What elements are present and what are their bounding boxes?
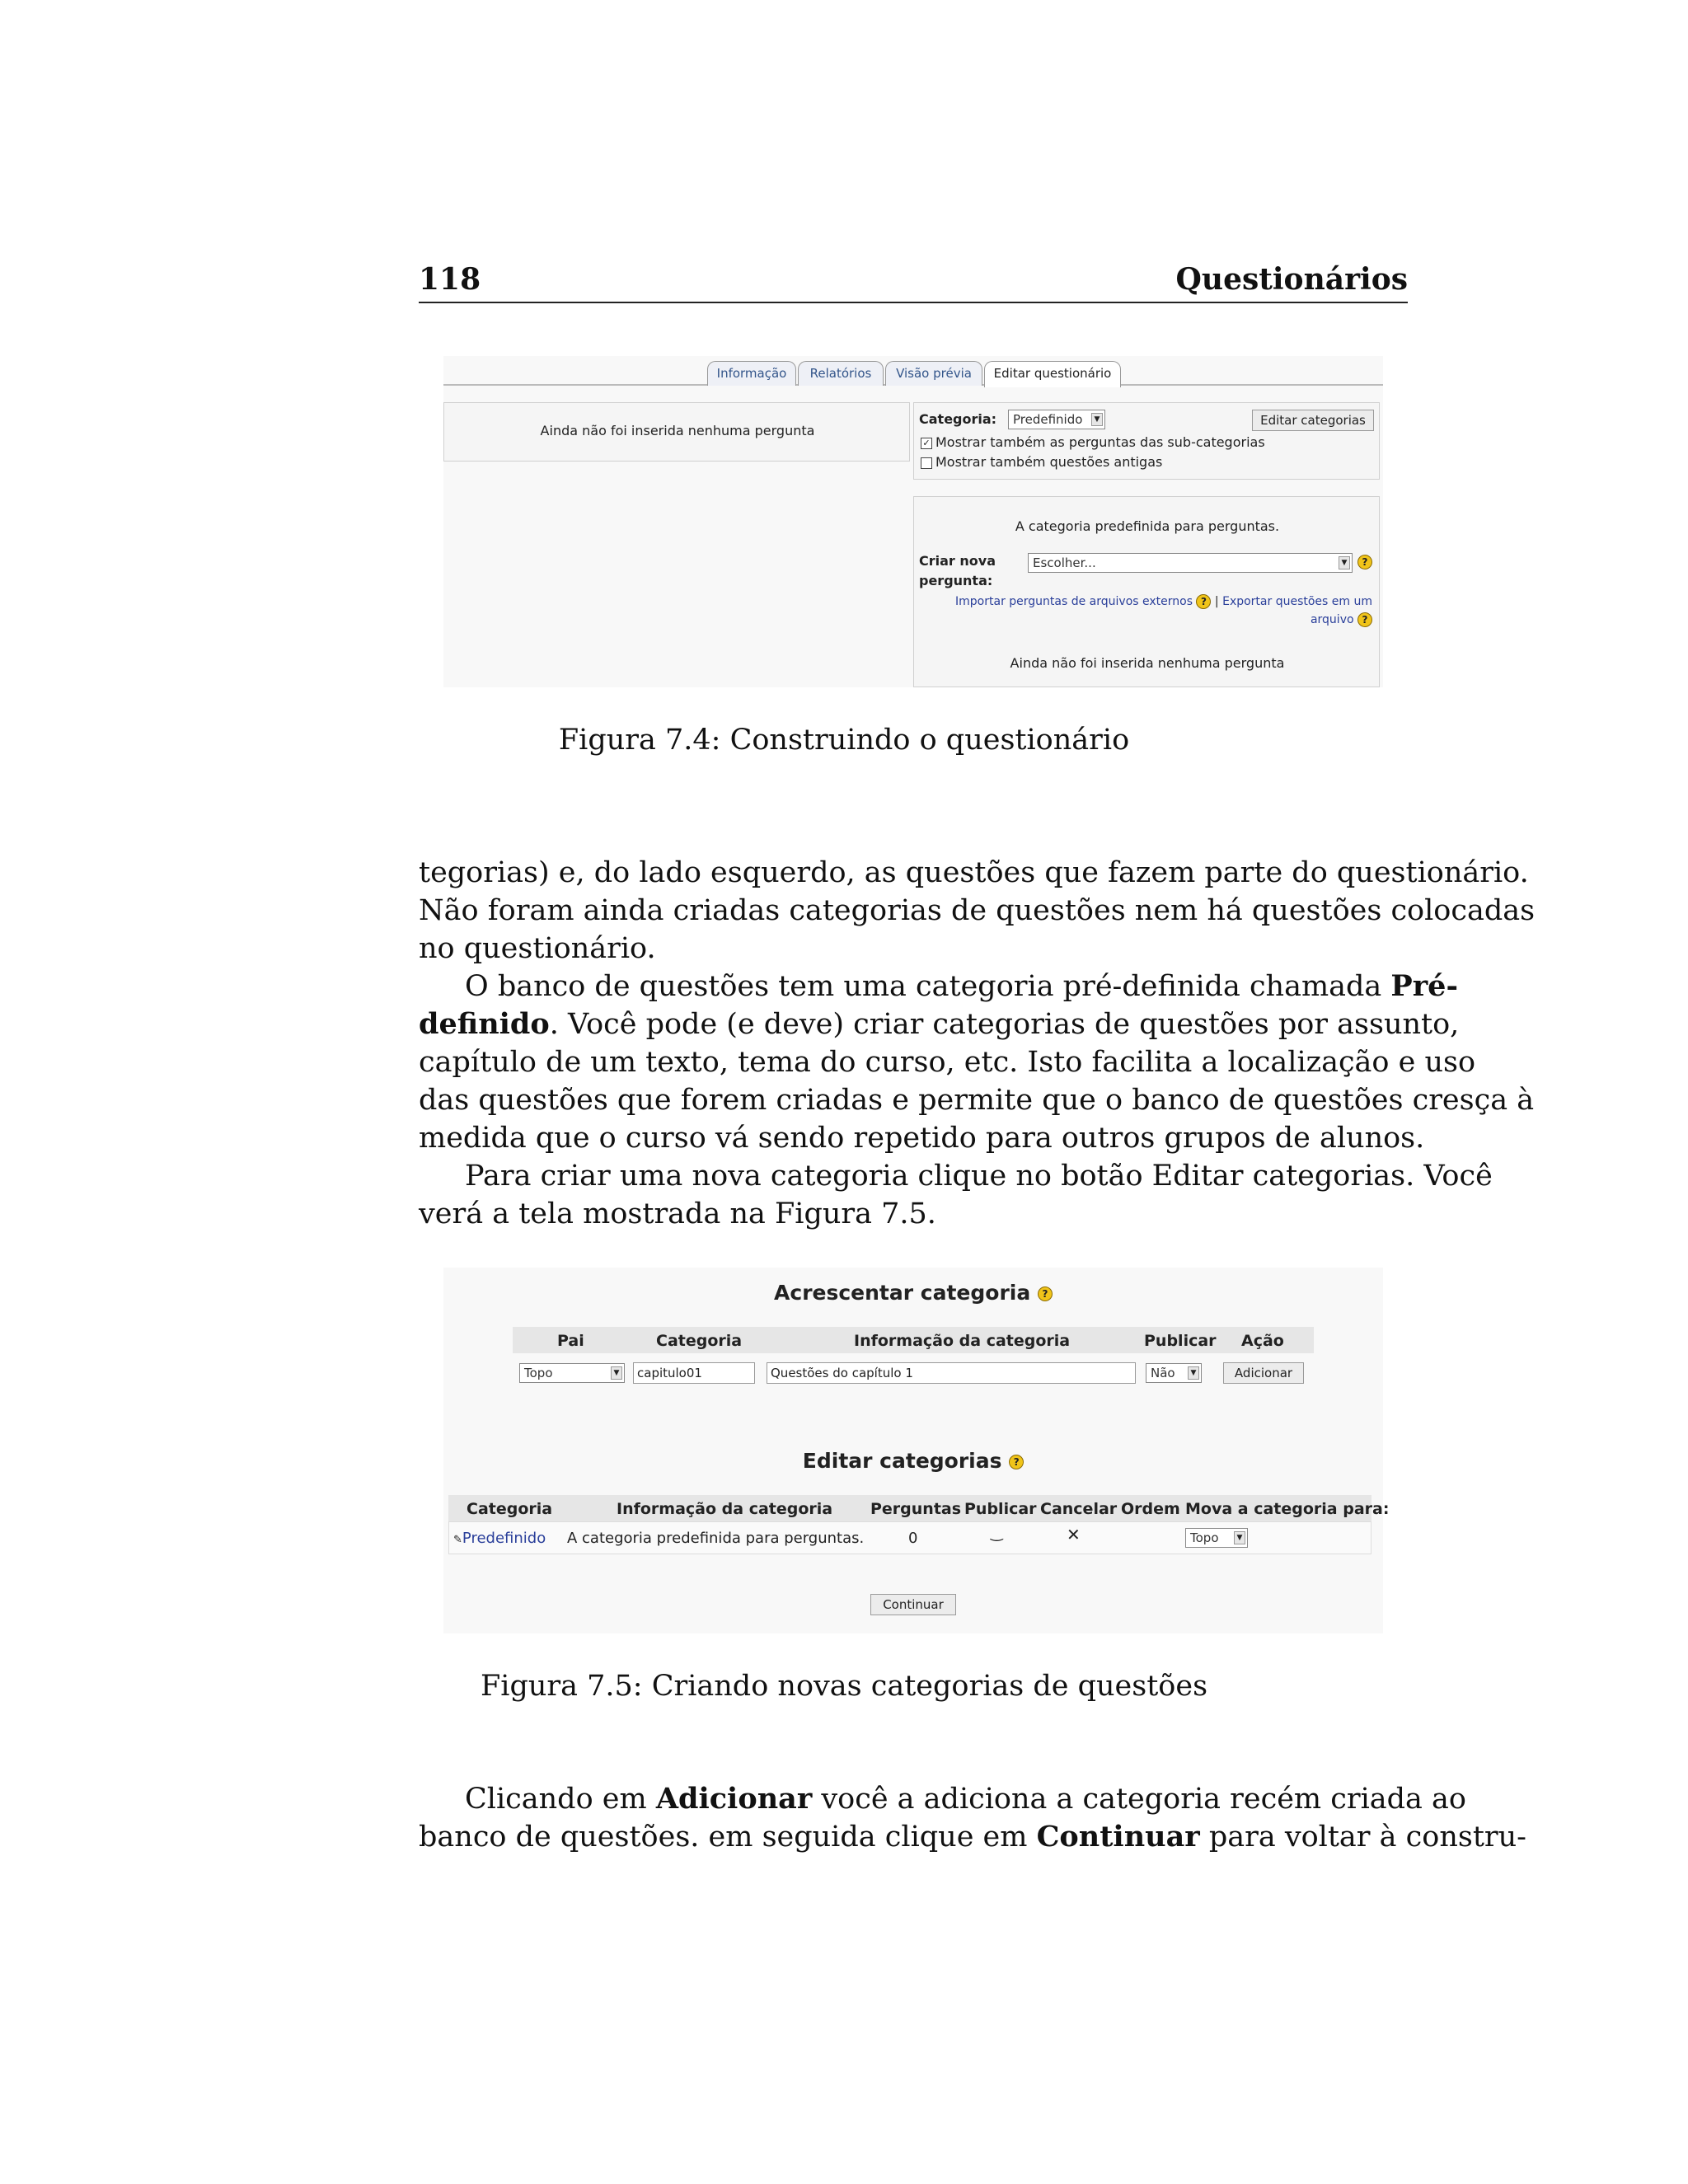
category-panel xyxy=(913,402,1380,480)
chevron-down-icon: ▼ xyxy=(1188,1366,1199,1380)
text-line: medida que o curso vá sendo repetido para outros grupos de alunos. xyxy=(419,1122,1425,1155)
old-questions-option xyxy=(921,454,1162,470)
import-link[interactable]: Importar perguntas de arquivos externos xyxy=(955,595,1193,608)
delete-icon[interactable]: ✕ xyxy=(1067,1525,1081,1544)
col-mover: Mova a categoria para: xyxy=(1185,1500,1390,1518)
bold-term: definido xyxy=(419,1007,550,1041)
category-row-name xyxy=(453,1530,546,1547)
help-icon[interactable]: ? xyxy=(1357,612,1372,627)
help-icon[interactable]: ? xyxy=(1009,1455,1024,1469)
figure-7-4-caption: Figura 7.4: Construindo o questionário xyxy=(558,724,1130,757)
help-icon[interactable]: ? xyxy=(1038,1286,1053,1301)
tab-editar-questionario[interactable]: Editar questionário xyxy=(984,361,1121,387)
question-bank-panel xyxy=(913,496,1380,687)
body-paragraph-2 xyxy=(419,968,1535,1157)
category-name-input[interactable]: capitulo01 xyxy=(633,1362,755,1384)
figure-7-5-screenshot xyxy=(443,1268,1390,1633)
text-span: Clicando em xyxy=(465,1783,656,1816)
page-number: 118 xyxy=(419,262,481,297)
visibility-eye-icon[interactable]: ‿ xyxy=(991,1525,1003,1542)
tab-visao-previa[interactable]: Visão prévia xyxy=(885,361,982,386)
col-perguntas: Perguntas xyxy=(870,1500,962,1518)
parent-select-value: Topo xyxy=(524,1366,553,1380)
move-category-select[interactable] xyxy=(1185,1528,1248,1548)
subcategories-checkbox[interactable]: ✓ xyxy=(921,438,932,449)
text-line: Para criar uma nova categoria clique no botão Editar categorias. Você xyxy=(465,1160,1493,1193)
publish-select[interactable] xyxy=(1146,1363,1202,1383)
bank-empty-message: Ainda não foi inserida nenhuma pergunta xyxy=(1010,655,1285,671)
subcategories-option xyxy=(921,434,1265,450)
text-line xyxy=(419,968,1458,1005)
old-questions-label: Mostrar também questões antigas xyxy=(935,454,1163,470)
category-row-info: A categoria predefinida para perguntas. xyxy=(567,1530,865,1547)
page-header xyxy=(419,262,1408,303)
figure-7-4-screenshot xyxy=(443,356,1383,687)
edit-categories-heading xyxy=(443,1449,1383,1473)
body-paragraph-1 xyxy=(419,854,1536,968)
body-paragraph-4 xyxy=(419,1780,1526,1856)
import-export-links xyxy=(955,594,1372,609)
move-select-value: Topo xyxy=(1190,1530,1219,1545)
figure-7-5-caption: Figura 7.5: Criando novas categorias de questões xyxy=(480,1670,1208,1703)
quiz-questions-panel xyxy=(443,402,910,462)
help-icon[interactable]: ? xyxy=(1196,594,1211,609)
text-line xyxy=(419,1818,1526,1856)
publish-select-value: Não xyxy=(1151,1366,1175,1380)
bold-term: Adicionar xyxy=(655,1782,813,1816)
create-question-label-line2: pergunta: xyxy=(919,573,993,588)
category-name-link[interactable]: Predefinido xyxy=(462,1530,546,1547)
chapter-title: Questionários xyxy=(1175,262,1408,297)
category-select[interactable] xyxy=(1008,410,1105,429)
col-pai: Pai xyxy=(557,1332,584,1350)
text-span: . Você pode (e deve) criar categorias de questões por assunto, xyxy=(549,1008,1460,1041)
text-line: no questionário. xyxy=(419,932,656,965)
text-line xyxy=(419,1005,1460,1043)
col-publicar: Publicar xyxy=(1144,1332,1217,1350)
export-link[interactable]: Exportar questões em um xyxy=(1222,595,1372,608)
chevron-down-icon: ▼ xyxy=(1091,413,1103,426)
col-informacao: Informação da categoria xyxy=(617,1500,833,1518)
col-informacao: Informação da categoria xyxy=(854,1332,1071,1350)
text-line: das questões que forem criadas e permite que o banco de questões cresça à xyxy=(419,1084,1535,1117)
parent-select[interactable] xyxy=(519,1363,625,1383)
text-line: tegorias) e, do lado esquerdo, as questões que fazem parte do questionário. xyxy=(419,856,1529,889)
text-line: verá a tela mostrada na Figura 7.5. xyxy=(419,1197,936,1230)
chevron-down-icon: ▼ xyxy=(611,1366,622,1380)
create-question-label-line1: Criar nova xyxy=(919,553,996,569)
tab-relatorios[interactable]: Relatórios xyxy=(798,361,884,386)
text-span: O banco de questões tem uma categoria pré-definida chamada xyxy=(465,970,1391,1003)
link-separator: | xyxy=(1214,595,1219,608)
help-icon[interactable]: ? xyxy=(1357,555,1372,569)
col-publicar: Publicar xyxy=(964,1500,1037,1518)
text-span: para voltar à constru- xyxy=(1199,1821,1526,1854)
text-line: capítulo de um texto, tema do curso, etc. Isto facilita a localização e uso xyxy=(419,1046,1476,1079)
col-categoria: Categoria xyxy=(656,1332,743,1350)
add-category-title: Acrescentar categoria xyxy=(774,1281,1031,1305)
text-line xyxy=(419,1780,1466,1818)
category-row-count: 0 xyxy=(908,1530,918,1547)
col-ordem: Ordem xyxy=(1121,1500,1180,1518)
chevron-down-icon: ▼ xyxy=(1339,556,1350,569)
text-span: você a adiciona a categoria recém criada ao xyxy=(812,1783,1466,1816)
body-paragraph-3 xyxy=(419,1157,1493,1233)
bold-term: Pré- xyxy=(1390,969,1458,1003)
create-question-select[interactable] xyxy=(1028,553,1353,573)
text-span: banco de questões. em seguida clique em xyxy=(419,1821,1037,1854)
category-select-value: Predefinido xyxy=(1013,412,1083,427)
col-cancelar: Cancelar xyxy=(1040,1500,1118,1518)
add-category-heading xyxy=(443,1281,1383,1305)
subcategories-label: Mostrar também as perguntas das sub-categorias xyxy=(935,434,1265,450)
tab-informacao[interactable]: Informação xyxy=(707,361,796,386)
create-question-select-value: Escolher... xyxy=(1033,555,1096,570)
bold-term: Continuar xyxy=(1036,1820,1200,1854)
chevron-down-icon: ▼ xyxy=(1234,1531,1245,1544)
continue-button[interactable]: Continuar xyxy=(870,1594,956,1615)
quiz-empty-message: Ainda não foi inserida nenhuma pergunta xyxy=(540,423,815,438)
add-button[interactable]: Adicionar xyxy=(1223,1362,1304,1384)
text-line: Não foram ainda criadas categorias de questões nem há questões colocadas xyxy=(419,894,1536,927)
category-label: Categoria: xyxy=(919,411,997,427)
old-questions-checkbox[interactable] xyxy=(921,457,932,469)
export-link-wrap xyxy=(1311,612,1372,627)
export-link-cont[interactable]: arquivo xyxy=(1310,613,1354,626)
col-categoria: Categoria xyxy=(467,1500,553,1518)
col-acao: Ação xyxy=(1241,1332,1284,1350)
edit-categories-title: Editar categorias xyxy=(802,1449,1002,1473)
edit-pencil-icon[interactable]: ✎ xyxy=(453,1534,462,1546)
category-info-text: A categoria predefinida para perguntas. xyxy=(1015,518,1280,534)
edit-categories-button[interactable]: Editar categorias xyxy=(1252,410,1374,431)
category-info-input[interactable]: Questões do capítulo 1 xyxy=(767,1362,1136,1384)
